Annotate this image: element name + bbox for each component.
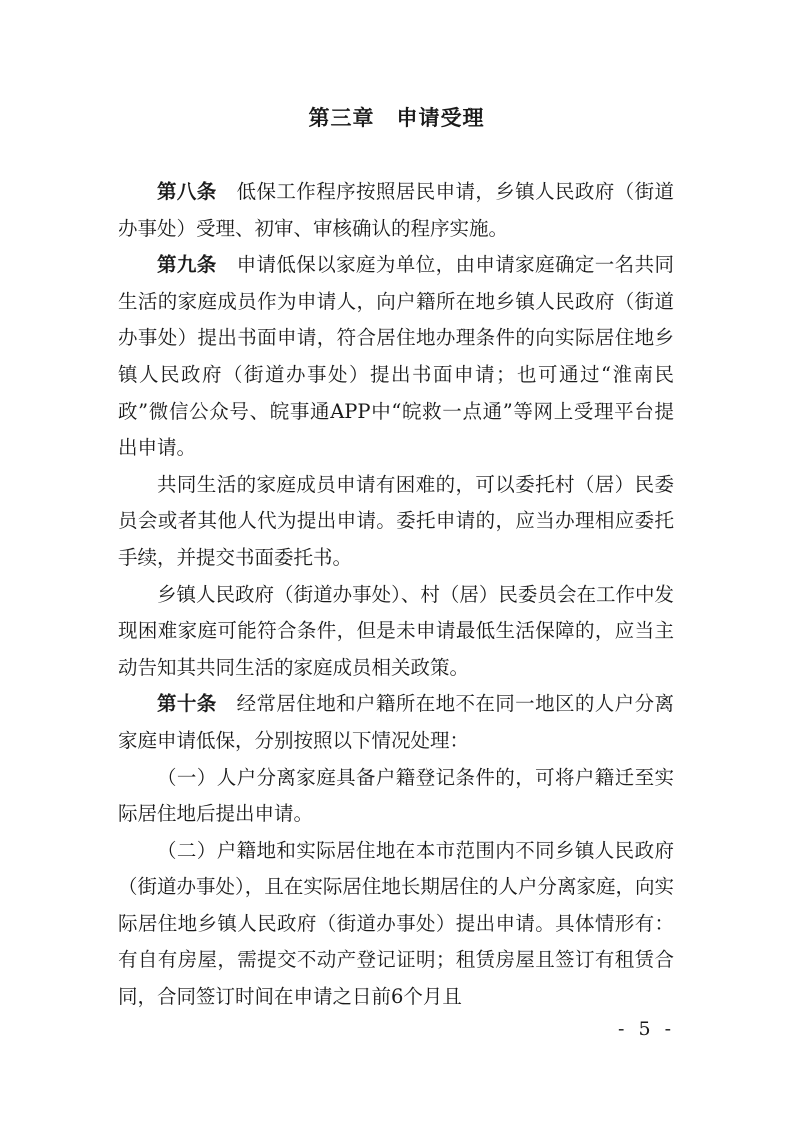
document-body (118, 174, 674, 1016)
paragraph-text: 共同生活的家庭成员申请有困难的，可以委托村（居）民委员会或者其他人代为提出申请。委托申请的，应当办理相应委托手续，并提交书面委托书。 (118, 472, 674, 569)
page-number: - 5 - (617, 1018, 675, 1040)
paragraph (118, 467, 674, 577)
paragraph-article-9 (118, 247, 674, 467)
paragraph-article-10 (118, 686, 674, 759)
paragraph-text: （一）人户分离家庭具备户籍登记条件的，可将户籍迁至实际居住地后提出申请。 (118, 765, 674, 826)
paragraph-text: 经常居住地和户籍所在地不在同一地区的人户分离家庭申请低保，分别按照以下情况处理： (118, 692, 674, 752)
paragraph (118, 577, 674, 687)
paragraph (118, 833, 674, 1016)
article-heading: 第八条 (157, 180, 217, 203)
paragraph-text: 申请低保以家庭为单位，由申请家庭确定一名共同生活的家庭成员作为申请人，向户籍所在地乡镇人民政府（街道办事处）提出书面申请，符合居住地办理条件的向实际居住地乡镇人民政府（街道办事处）提出书面申请；也可通过“淮南民政”微信公众号、皖事通APP中“皖救一点通”等网上受理平台提出申请。 (118, 253, 674, 460)
paragraph-text: 低保工作程序按照居民申请，乡镇人民政府（街道办事处）受理、初审、审核确认的程序实施。 (118, 180, 674, 240)
chapter-title: 第三章 申请受理 (308, 105, 485, 130)
paragraph (118, 760, 674, 833)
article-heading: 第九条 (157, 253, 217, 277)
paragraph-text: 乡镇人民政府（街道办事处）、村（居）民委员会在工作中发现困难家庭可能符合条件，但是未申请最低生活保障的，应当主动告知其共同生活的家庭成员相关政策。 (118, 582, 674, 679)
paragraph-text: （二）户籍地和实际居住地在本市范围内不同乡镇人民政府（街道办事处），且在实际居住地长期居住的人户分离家庭，向实际居住地乡镇人民政府（街道办事处）提出申请。具体情形有：有自有房屋，需提交不动产登记证明；租赁房屋且签订有租赁合同，合同签订时间在申请之日前6个月且 (118, 838, 674, 1009)
paragraph-article-8 (118, 174, 674, 247)
article-heading: 第十条 (157, 692, 217, 716)
